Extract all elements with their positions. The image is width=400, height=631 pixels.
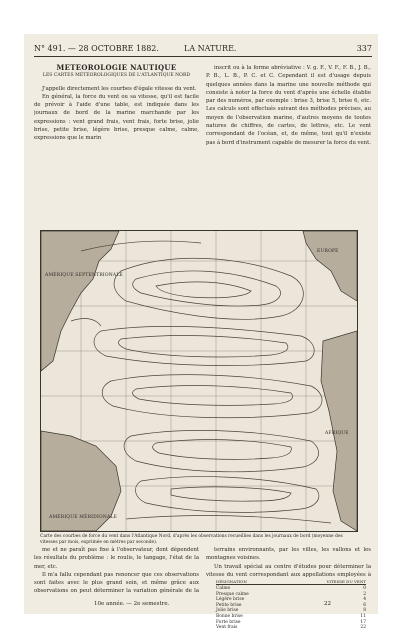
south-america-label: AMÉRIQUE MÉRIDIONALE [49, 515, 118, 520]
africa-label: AFRIQUE [325, 431, 349, 436]
table-row [216, 625, 366, 631]
wind-map [40, 230, 358, 532]
table-cell-designation: Jolie brise [216, 608, 239, 614]
europe-label: EUROPE [317, 249, 339, 254]
north-america-landmass [41, 231, 119, 371]
left-column [34, 64, 199, 224]
paragraph: J'appelle directement les courbes d'égale vitesse du vent. [42, 85, 197, 92]
bottom-right-column [206, 546, 371, 578]
issue-number: N° 491. — 28 OCTOBRE 1882. [34, 44, 159, 53]
journal-name: LA NATURE. [184, 44, 237, 53]
paragraph: terrains environnants, par les villes, les vallons et les montagnes voisines. [206, 547, 371, 562]
table-cell-designation: Légère brise [216, 597, 245, 603]
paragraph: inscrit ou à la forme abréviative : V. g. F., V. F., F. B., J. B., P. B., L. B., P. C. et C. Cependant il est d'usage depuis quelques années dans la marine une nouvelle méthode qui consiste à noter la force du vent d'après une échelle établie par des numéros, par exemple : brise 3, brise 5, brise 6, etc. Les calculs sont effectués suivant des méthodes précises, au moyen de l'observation marine, d'autres moyens de toutes natures de chiffres, de cartes, de lettres, etc. Le vent correspondant de l'océan, et, de même, tout qu'il n'existe pas à bord d'instrument capable de mesurer la force du vent. [206, 65, 371, 146]
journal-page [24, 34, 378, 631]
table-cell-designation: Calme [216, 586, 231, 591]
table-cell-speed: 11 [360, 613, 366, 619]
wind-speed-table [216, 579, 366, 631]
table-cell-designation: Forte brise [216, 619, 241, 625]
signature-number: 22 [324, 601, 331, 607]
table-cell-speed: 6 [363, 602, 366, 608]
europe-landmass [303, 231, 357, 301]
table-cell-designation: Petite brise [216, 602, 242, 608]
table-cell-speed: 8 [363, 608, 366, 614]
right-column [206, 64, 371, 224]
paragraph: me et ne paraît pas fixe à l'observateur, dont dépendent les résultats du problème : le roulis, le tangage, l'état de la mer, etc. [34, 547, 199, 570]
table-cell-speed: 0 [363, 586, 366, 591]
table-cell-speed: 22 [360, 625, 366, 631]
table-header-cell: DÉSIGNATION [216, 579, 247, 584]
table-cell-speed: 2 [363, 591, 366, 597]
bottom-left-column [34, 546, 199, 596]
table-header-cell: VITESSE DU VENT [326, 579, 366, 584]
article-subtitle: LES CARTES MÉTÉOROLOGIQUES DE L'ATLANTIQUE NORD [42, 73, 191, 79]
table-cell-speed: 17 [360, 619, 366, 625]
table-cell-speed: 4 [363, 597, 366, 603]
paragraph: En général, la force du vent ou sa vitesse, qu'il est facile de prévoir à l'aide d'une table, est indiquée dans les journaux de bord de la marine marchande par les expressions : vent grand frais, vent frais, forte brise, jolie brise, petite brise, légère brise, presque calme, calme, expressions que le marin [34, 93, 199, 142]
page-header [34, 42, 372, 57]
paragraph: Il m'a fallu cependant pas renoncer que ces observations sont faites avec le plus grand soin, et même grâce aux observations on peut déterminer la variation générale de la [34, 571, 199, 595]
table-header [216, 579, 366, 585]
north-america-label: AMÉRIQUE SEPTENTRIONALE [45, 273, 124, 278]
table-cell-designation: Vent frais [216, 625, 238, 631]
paragraph: Un travail spécial au centre d'études pour déterminer la vitesse du vent correspondant aux appellations employées à [206, 563, 371, 578]
table-cell-designation: Bonne brise [216, 613, 243, 619]
volume-footer: 10e année. — 2e semestre. [94, 601, 170, 607]
page-number: 337 [356, 44, 372, 53]
article-title: MÉTÉOROLOGIE NAUTIQUE [56, 64, 177, 72]
table-cell-designation: Presque calme [216, 591, 249, 597]
table-body [216, 586, 366, 631]
figure-caption: Carte des courbes de force du vent dans l'Atlantique Nord, d'après les observations recueillies dans les journaux de bord (moyenne des vitesses par mois, exprimée en mètres par seconde). [40, 534, 343, 545]
